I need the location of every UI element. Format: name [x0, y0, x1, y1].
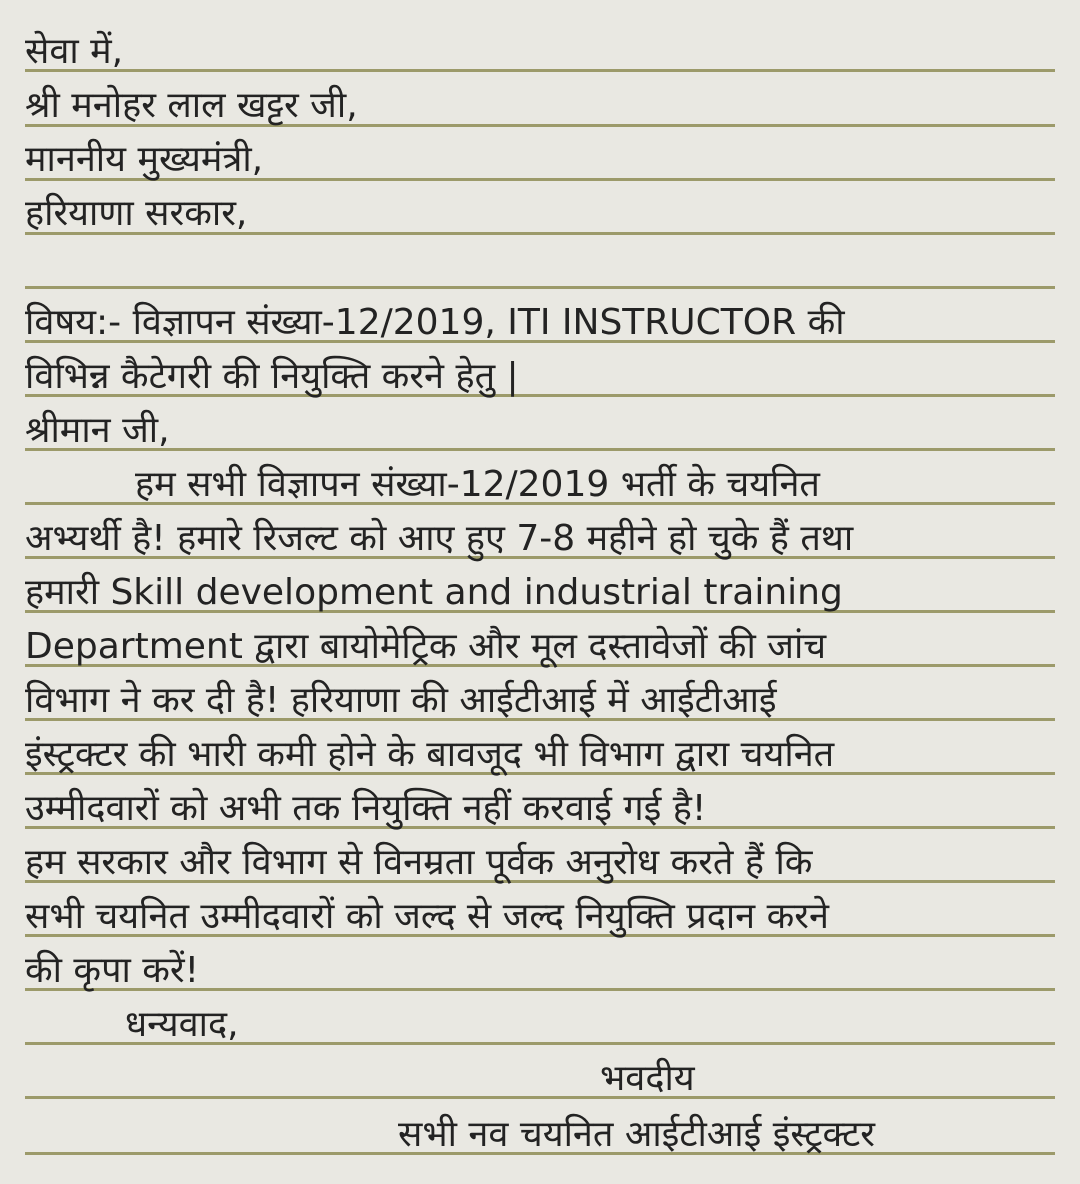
- body-line: हम सभी विज्ञापन संख्या-12/2019 भर्ती के चयनित: [135, 464, 820, 505]
- body-line: विभाग ने कर दी है! हरियाणा की आईटीआई में आईटीआई: [25, 680, 777, 721]
- subject-line: विभिन्न कैटेगरी की नियुक्ति करने हेतु |: [25, 356, 519, 397]
- salutation: श्रीमान जी,: [25, 410, 170, 451]
- body-line: अभ्यर्थी है! हमारे रिजल्ट को आए हुए 7-8 महीने हो चुके हैं तथा: [25, 518, 854, 559]
- body-line: Department द्वारा बायोमेट्रिक और मूल दस्तावेजों की जांच: [25, 626, 827, 667]
- body-line: हमारी Skill development and industrial training: [25, 572, 843, 613]
- recipient-line: माननीय मुख्यमंत्री,: [25, 139, 264, 180]
- recipient-line: श्री मनोहर लाल खट्टर जी,: [25, 85, 358, 126]
- ruled-line: [25, 1096, 1055, 1099]
- ruled-line: [25, 448, 1055, 451]
- ruled-line: [25, 69, 1055, 72]
- ruled-line: [25, 286, 1055, 289]
- recipient-line: सेवा में,: [25, 31, 124, 72]
- thanks-line: धन्यवाद,: [125, 1004, 239, 1045]
- body-line: सभी चयनित उम्मीदवारों को जल्द से जल्द नियुक्ति प्रदान करने: [25, 896, 829, 937]
- body-line: उम्मीदवारों को अभी तक नियुक्ति नहीं करवाई गई है!: [25, 788, 707, 829]
- closing-line: भवदीय: [600, 1058, 695, 1099]
- subject-line: विषय:- विज्ञापन संख्या-12/2019, ITI INSTRUCTOR की: [25, 302, 845, 343]
- body-line: की कृपा करें!: [25, 950, 200, 991]
- signature-line: सभी नव चयनित आईटीआई इंस्ट्रक्टर: [398, 1114, 876, 1155]
- body-line: हम सरकार और विभाग से विनम्रता पूर्वक अनुरोध करते हैं कि: [25, 842, 813, 883]
- recipient-line: हरियाणा सरकार,: [25, 193, 248, 234]
- body-line: इंस्ट्रक्टर की भारी कमी होने के बावजूद भी विभाग द्वारा चयनित: [25, 734, 835, 775]
